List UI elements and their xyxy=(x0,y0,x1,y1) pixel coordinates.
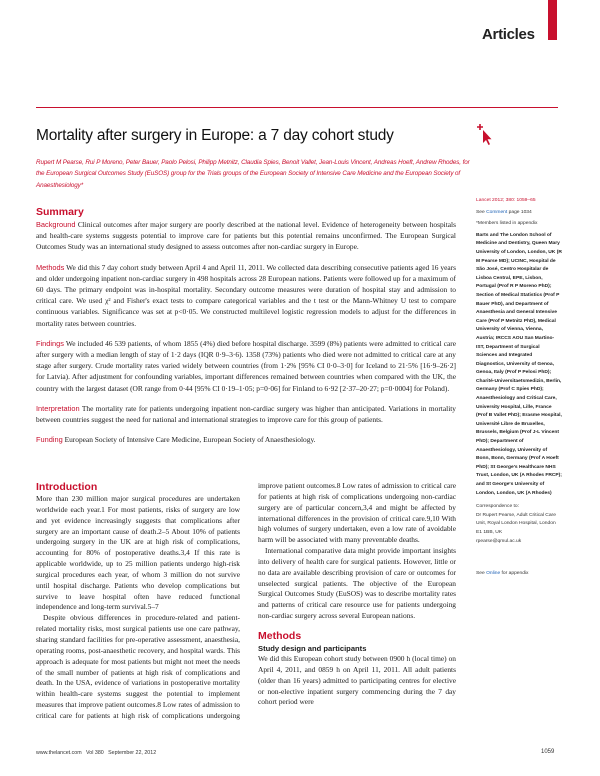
citation: Lancet 2012; 380: 1059–65 xyxy=(476,198,536,203)
correspondence-address: Dr Rupert Pearse, Adult Critical Care Unit, Royal London Hospital, London E1 1BB, UK xyxy=(476,512,556,535)
summary-label: Findings xyxy=(36,338,64,348)
summary-heading: Summary xyxy=(36,206,84,218)
body-column-left xyxy=(36,481,240,721)
summary-text: We included 46 539 patients, of whom 1855 (4%) died before hospital discharge. 3599 (8%) patients were admitted to critical care after surgery with a median length of stay of 1·2 days (IQR 0·9–3·6). 1358 (73%) patients who died were not admitted to critical care at any stage after surgery. Crude mortality rates varied widely between countries (from 1·2% [95% CI 0·0–3·0] for Iceland to 21·5% [16·9–26·2] for Latvia). After adjustment for confounding variables, important differences remained between countries when compared with the UK, the country with the largest dataset (OR range from 0·44 [95% CI 0·19–1·05; p=0·06] for Finland to 6·92 [2·37–20·27; p=0·0004] for Poland). xyxy=(36,338,456,393)
summary-label: Funding xyxy=(36,435,63,445)
header-rule xyxy=(36,107,558,108)
crossmark-cursor-icon[interactable] xyxy=(477,124,493,146)
comment-link[interactable]: Comment xyxy=(486,209,508,215)
summary-findings xyxy=(36,338,456,394)
online-link[interactable]: Online xyxy=(486,571,501,577)
footer-journal: www.thelancet.com Vol 380 September 22, 2012 xyxy=(36,750,157,756)
sidebar xyxy=(476,197,562,582)
introduction-heading: Introduction xyxy=(36,481,98,493)
summary-label: Background xyxy=(36,220,76,229)
methods-paragraph: We did this European cohort study between 0900 h (local time) on April 4, 2011, and 0859 h on April 11, 2011. All adult patients (older than 16 years) admitted to participating centres for elective or non-elective inpatient surgery commencing during the 7 day cohort period were xyxy=(258,653,456,707)
affiliations: Barts and The London School of Medicine and Dentistry, Queen Mary University of London, London, UK (R M Pearse MD); UCINC, Hospital de São José, Centro Hospitalar de Lisboa Central, EPE, Lisbon, Portugal (Prof R P Moreno PhD); Section of Medical Statistics (Prof P Bauer PhD), and Department of Anaesthesia and General Intensive Care (Prof P Metnitz PhD), Medical University of Vienna, Vienna, Austria; IRCCS AOU San Martino-IST, Department of Surgical Sciences and Integrated Diagnostics, University of Genoa, Genoa, Italy (Prof P Pelosi PhD); Charité-Universitaetsmedizin, Berlin, Germany (Prof C Spies PhD); Anaesthesiology and Critical Care, University Hospital, Lille, France (Prof B Vallet PhD); Erasme Hospital, Université Libre de Bruxelles, Brussels, Belgium (Prof J-L Vincent PhD); Department of Anaesthesiology, University of Bonn, Bonn, Germany (Prof A Hoeft PhD); St George's Healthcare NHS Trust, London, UK (A Rhodes FRCP); and St George's University of London, London, UK (A Rhodes) xyxy=(476,232,562,496)
page-number: 1059 xyxy=(541,749,555,755)
summary-text: European Society of Intensive Care Medicine, European Society of Anaesthesiology. xyxy=(64,435,316,445)
see-comment xyxy=(476,209,562,218)
intro-paragraph-continued: improve patient outcomes.8 Low rates of admission to critical care for patients at high risk of complications undergoing non-cardiac surgery are of particular concern,3,4 and might be affected by international differences in the provision of critical care.9,10 With high volumes of surgery undertaken, even a low rate of avoidable harm will be associated with many preventable deaths. xyxy=(258,481,456,545)
see-suffix: for appendix xyxy=(500,571,529,577)
methods-heading: Methods xyxy=(258,629,302,642)
summary-funding xyxy=(36,434,456,445)
summary-text: Clinical outcomes after major surgery are poorly described at the national level. Evidence of heterogeneity between hospitals and health-care systems suggests potential to improve care for patients but this potential remains unconfirmed. The European Surgical Outcomes Study was an international study designed to assess outcomes after non-cardiac surgery in Europe. xyxy=(36,220,456,252)
article-title: Mortality after surgery in Europe: a 7 day cohort study xyxy=(36,127,394,144)
see-prefix: See xyxy=(476,571,487,577)
correspondence-label: Correspondence to: xyxy=(476,504,519,510)
body-column-middle xyxy=(258,481,456,708)
summary-methods xyxy=(36,262,456,329)
summary-text: We did this 7 day cohort study between April 4 and April 11, 2011. We collected data describing consecutive patients aged 16 years and older undergoing inpatient non-cardiac surgery in 498 hospitals across 28 European nations. Patients were followed up for a maximum of 60 days. The primary endpoint was in-hospital mortality. Secondary outcome measures were duration of hospital stay and admission to critical care. We used χ² and Fisher's exact tests to compare categorical variables and the t test or the Mann-Whitney U test to compare continuous variables. Significance was set at p<0·05. We constructed multilevel logistic regression models to adjust for the differences in mortality rates between countries. xyxy=(36,262,456,328)
see-suffix: page 1034 xyxy=(507,209,532,215)
email-link[interactable]: rpearse@qmul.ac.uk xyxy=(476,538,522,544)
see-online xyxy=(476,570,562,579)
methods-subheading: Study design and participants xyxy=(258,643,367,653)
section-color-bar xyxy=(548,0,557,40)
summary xyxy=(36,206,456,454)
section-label: Articles xyxy=(482,26,535,43)
summary-background xyxy=(36,219,456,253)
intro-paragraph: International comparative data might provide important insights into delivery of health care for surgical patients. However, little or no data are available describing provision of care or outcomes for unselected surgical patients. The objective of the European Surgical Outcomes Study (EuSOS) was to describe mortality rates and patterns of critical care resource use for patients undergoing non-cardiac surgery across several European nations. xyxy=(258,546,456,621)
intro-paragraph: More than 230 million major surgical procedures are undertaken worldwide each year.1 For most patients, risks of surgery are low and yet evidence increasingly suggests that complications after surgery are an important cause of death.2–5 About 10% of patients undergoing surgery in the UK are at high risk of complications, accounting for 80% of postoperative deaths.3,4 If this rate is applicable worldwide, up to 25 million patients undergo high-risk surgical procedures each year, of whom 3 million do not survive until hospital discharge. Patients who develop complications but survive to leave hospital often have reduced functional independence and long-term survival.5–7 xyxy=(36,494,240,612)
summary-label: Interpretation xyxy=(36,403,80,413)
intro-paragraph: Despite obvious differences in procedure-related and patient-related mortality risks, most surgical patients use one care pathway, sharing standard facilities for pre-operative assessment, anaesthesia, operating rooms, post-anaesthetic recovery, and hospital wards. This approach is adequate for most patients but might not meet the needs of the small number of patients at high risk of complications and death. In the USA, evidence of variations in postoperative mortality within health-care systems suggest the potential to implement measures that improve patient outcomes.8 Low rates of admission to critical care for patients at high risk of complications undergoing xyxy=(36,613,240,720)
summary-interpretation xyxy=(36,403,456,425)
summary-text: The mortality rate for patients undergoing inpatient non-cardiac surgery was higher than anticipated. Variations in mortality between countries suggest the need for national and international strategies to improve care for this group of patients. xyxy=(36,403,456,425)
summary-label: Methods xyxy=(36,262,65,272)
correspondence xyxy=(476,503,562,546)
see-prefix: See xyxy=(476,209,487,215)
author-list: Rupert M Pearse, Rui P Moreno, Peter Bauer, Paolo Pelosi, Philipp Metnitz, Claudia Spies, Benoit Vallet, Jean-Louis Vincent, Andreas Hoeft, Andrew Rhodes, for the European Surgical Outcomes Study (EuSOS) group for the Trials groups of the European Society of Intensive Care Medicine and the European Society of Anaesthesiology* xyxy=(36,159,470,189)
members-note: *Members listed in appendix xyxy=(476,221,538,227)
